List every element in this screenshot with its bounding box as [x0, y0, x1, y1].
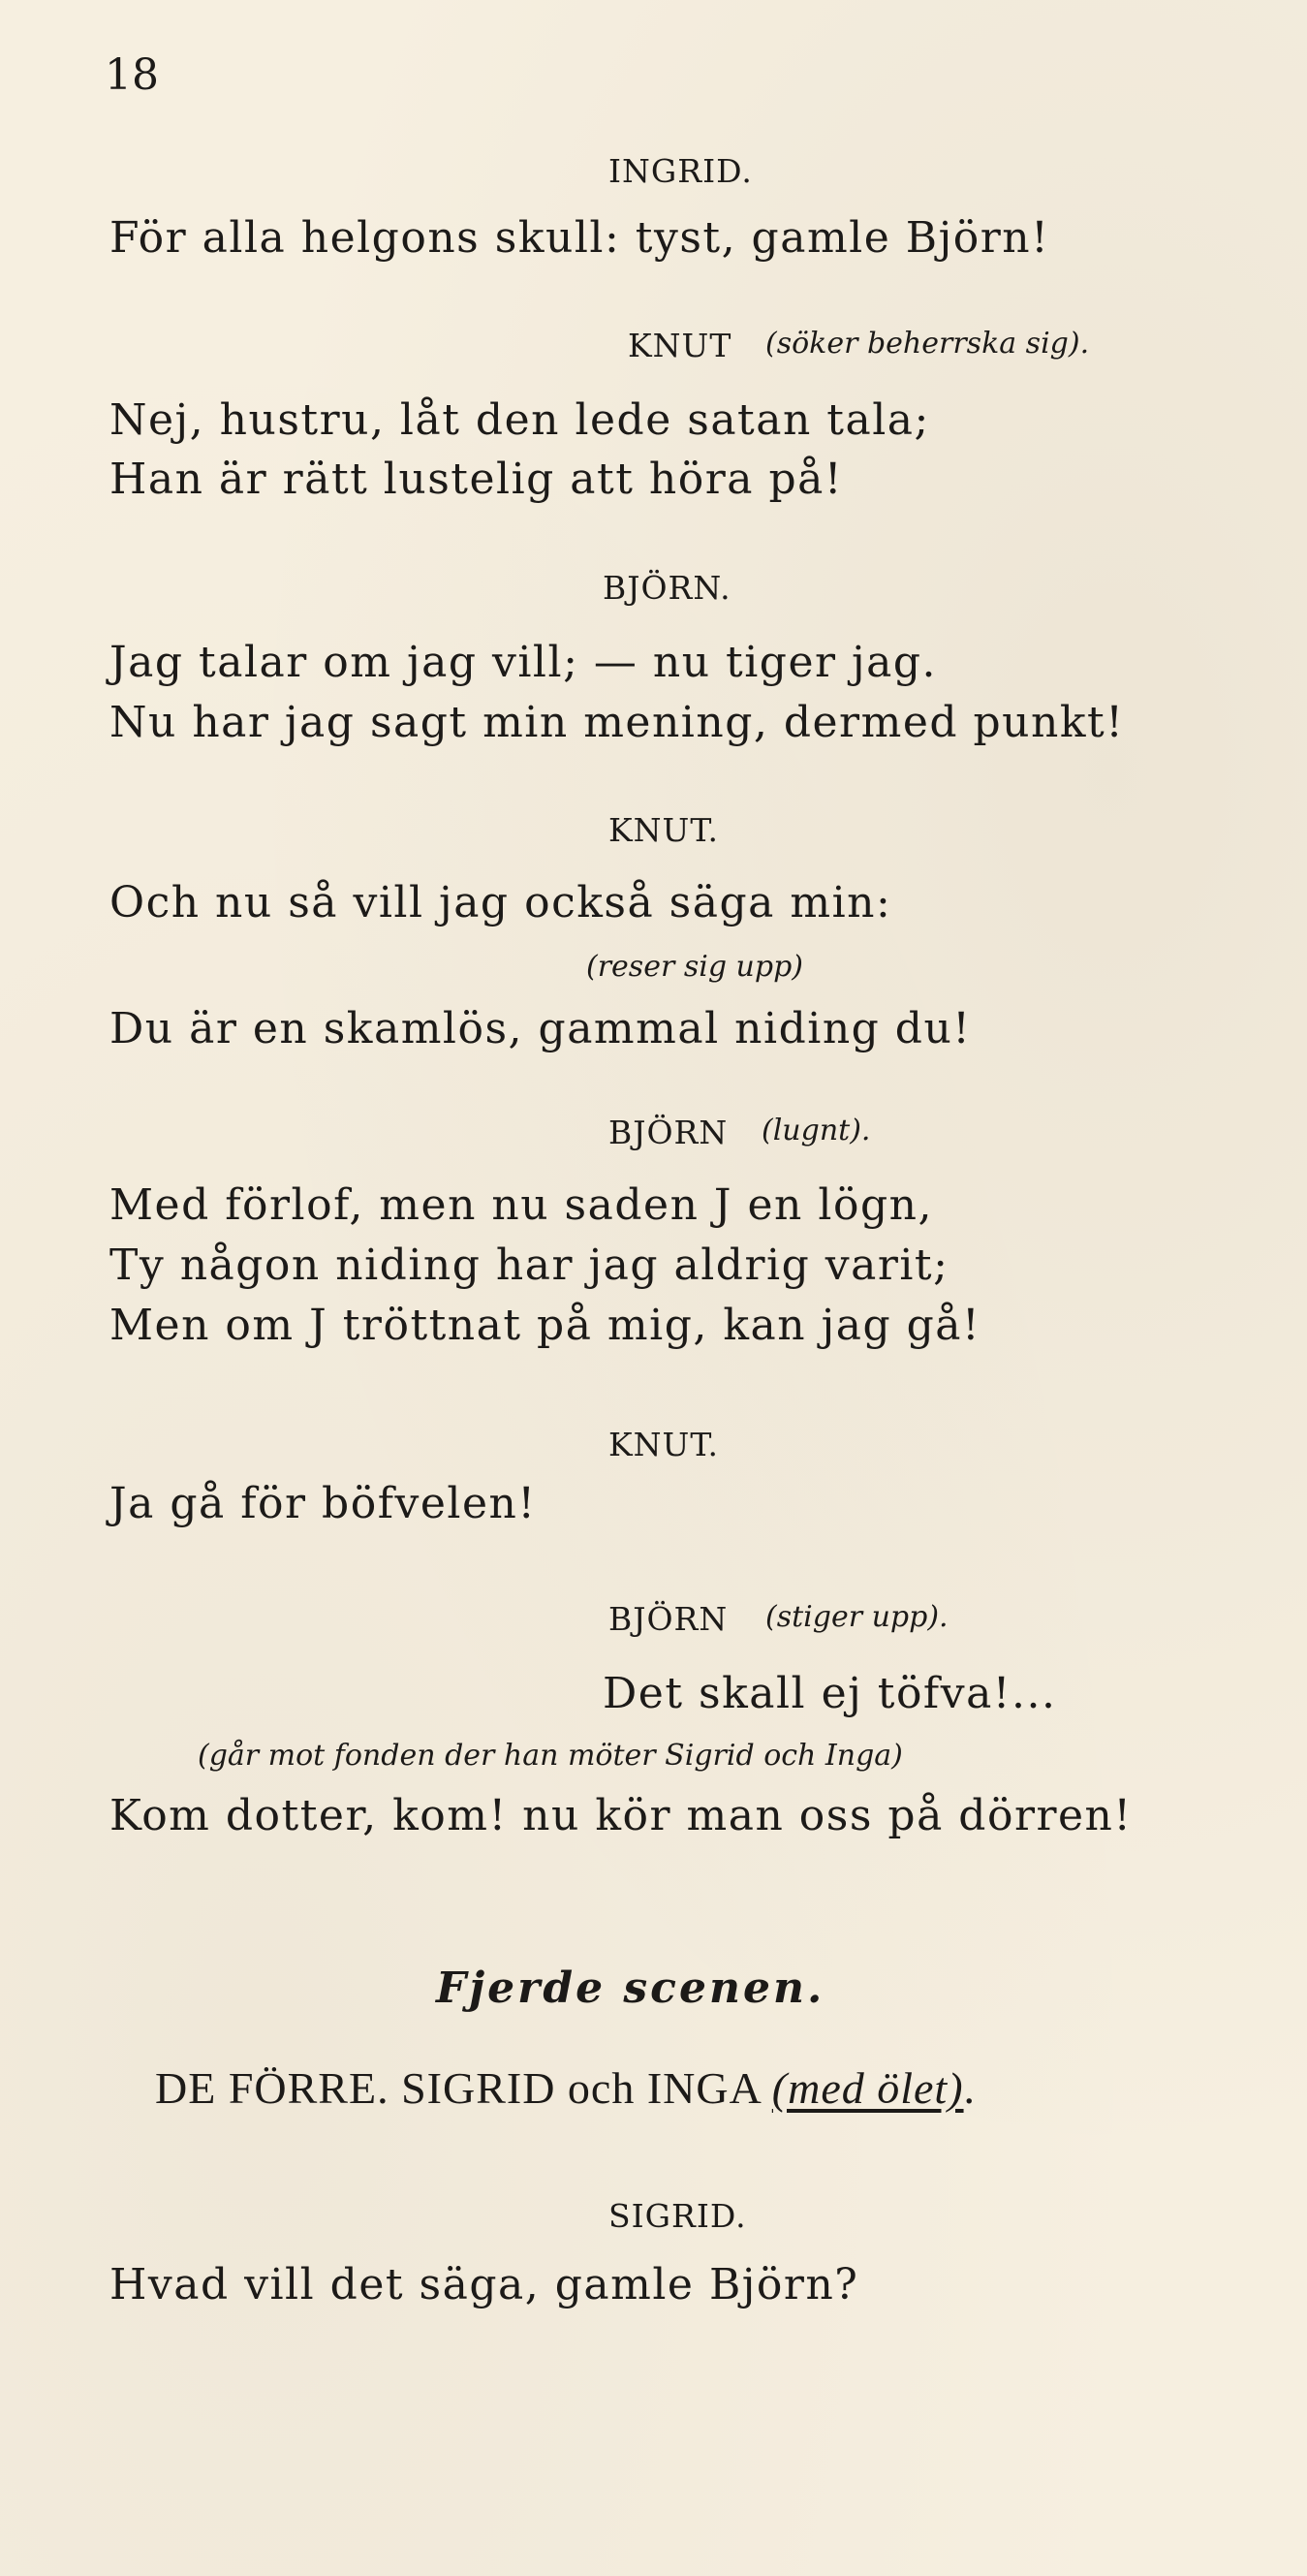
verse-line: Med förlof, men nu saden J en lögn, — [109, 1180, 933, 1230]
speaker-knut: KNUT — [628, 327, 732, 364]
speaker-bjorn: BJÖRN — [608, 1114, 729, 1151]
verse-line: Nu har jag sagt min mening, dermed punkt! — [109, 698, 1125, 747]
speaker-ingrid: INGRID. — [608, 152, 753, 190]
cast-list — [155, 2063, 977, 2113]
verse-line: Ty någon niding har jag aldrig varit; — [109, 1241, 949, 1290]
verse-line: Du är en skamlös, gammal niding du! — [109, 1004, 972, 1053]
verse-line: Nej, hustru, låt den lede satan tala; — [109, 395, 930, 445]
verse-line: Men om J tröttnat på mig, kan jag gå! — [109, 1301, 981, 1350]
verse-line: Ja gå för böfvelen! — [109, 1479, 537, 1528]
scene-heading: Fjerde scenen. — [436, 1963, 825, 2013]
stage-direction: (söker beherrska sig). — [765, 327, 1090, 361]
stage-direction: (reser sig upp) — [586, 950, 803, 984]
speaker-knut: KNUT. — [608, 1426, 719, 1463]
speaker-knut: KNUT. — [608, 811, 719, 849]
verse-line: Hvad vill det säga, gamle Björn? — [109, 2260, 859, 2309]
page-number: 18 — [105, 50, 159, 100]
cast-end: . — [963, 2063, 977, 2113]
stage-direction: (lugnt). — [762, 1114, 871, 1147]
verse-line: Han är rätt lustelig att höra på! — [109, 455, 844, 504]
verse-line: Jag talar om jag vill; — nu tiger jag. — [109, 638, 938, 687]
speaker-bjorn: BJÖRN — [608, 1600, 729, 1638]
speaker-bjorn: BJÖRN. — [603, 569, 731, 607]
verse-line: För alla helgons skull: tyst, gamle Björn! — [109, 213, 1050, 263]
stage-direction: (går mot fonden der han möter Sigrid och Inga) — [198, 1739, 903, 1773]
speaker-sigrid: SIGRID. — [608, 2197, 747, 2235]
verse-line: Och nu så vill jag också säga min: — [109, 878, 892, 927]
cast-names: DE FÖRRE. SIGRID och INGA — [155, 2063, 761, 2113]
stage-direction: (med ölet) — [771, 2063, 964, 2113]
verse-line: Kom dotter, kom! nu kör man oss på dörren! — [109, 1791, 1133, 1840]
verse-line: Det skall ej töfva!... — [603, 1669, 1057, 1718]
stage-direction: (stiger upp). — [765, 1600, 949, 1634]
